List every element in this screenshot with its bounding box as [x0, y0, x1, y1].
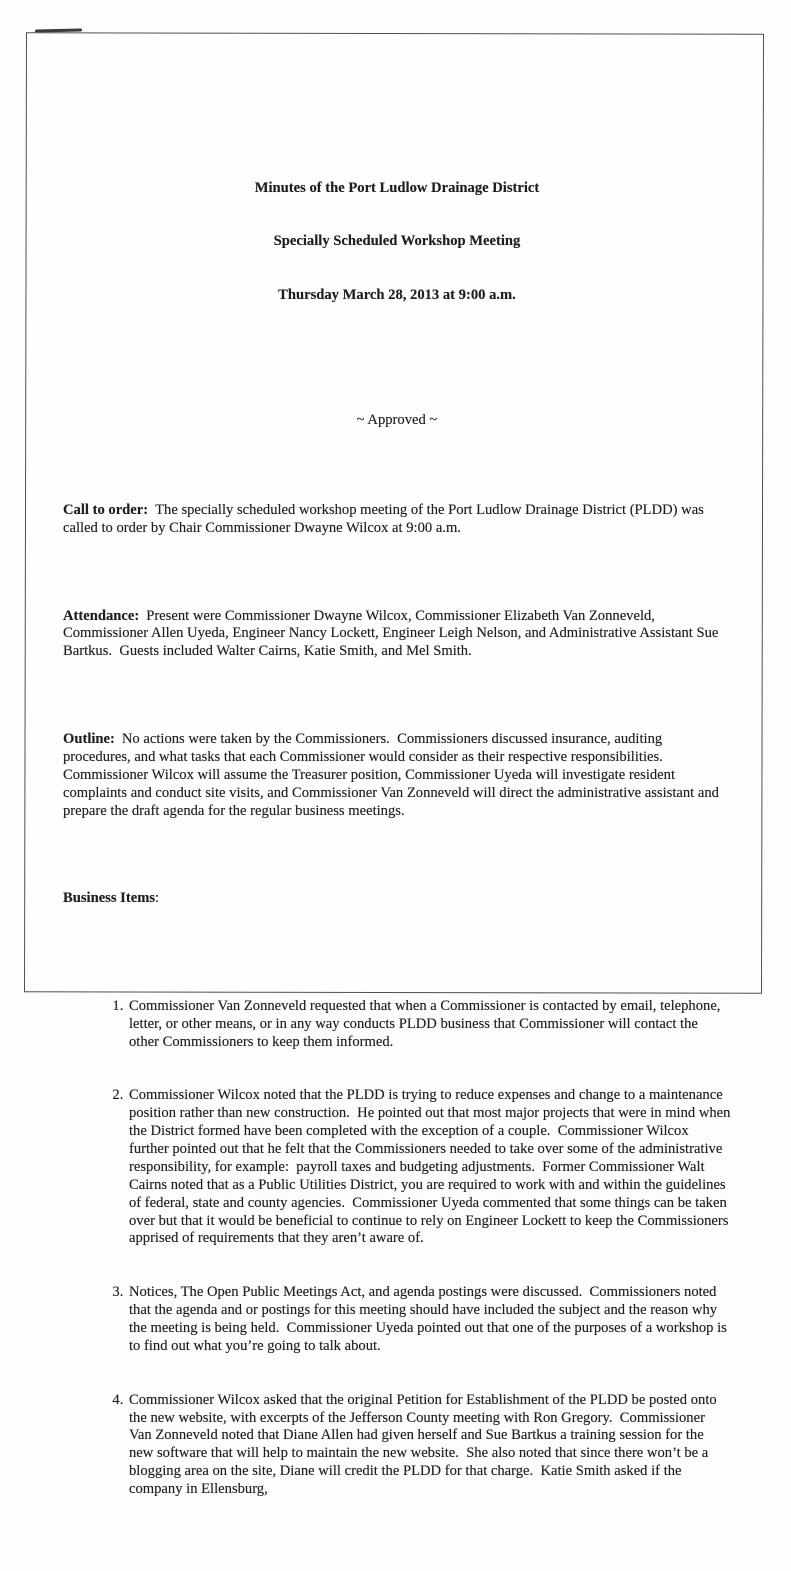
section-call-to-order-text: The specially scheduled workshop meeting of the Port Ludlow Drainage District (PLDD) was called to order by Chair Commissioner Dwayne Wilcox at 9:00 a.m. — [63, 502, 708, 536]
section-attendance-label: Attendance: — [63, 607, 140, 624]
business-items-list — [63, 962, 735, 1535]
section-outline-text: No actions were taken by the Commissioners. Commissioners discussed insurance, auditing procedures, and what tasks that each Commissioner would consider as their respective responsibilities. Commissioner Wilcox will assume the Treasurer position, Commissioner Uyeda will investigate resident complaints and conduct site visits, and Commissioner Van Zonneveld will direct the administrative assistant and prepare the draft agenda for the regular business meetings. — [63, 731, 723, 819]
document-content — [63, 90, 735, 1571]
document-title — [63, 144, 731, 341]
title-line-3: Thursday March 28, 2013 at 9:00 a.m. — [278, 286, 516, 303]
title-line-2: Specially Scheduled Workshop Meeting — [273, 233, 521, 250]
business-item-4: 4. Commissioner Wilcox asked that the original Petition for Establishment of the PLDD be posted onto the new website, with excerpts of the Jefferson County meeting with Ron Gregory. Commissioner Van Zonneveld noted that Diane Allen had given herself and Sue Bartkus a training session for the new software that will help to maintain the new website. She also noted that since there won’t be a blogging area on the site, Diane will credit the PLDD for that charge. Katie Smith asked if the company in Ellensburg, — [127, 1392, 731, 1499]
business-items-heading-colon: : — [155, 890, 160, 907]
title-line-1: Minutes of the Port Ludlow Drainage District — [254, 179, 540, 196]
business-items-heading — [63, 890, 731, 908]
section-attendance-text: Present were Commissioner Dwayne Wilcox, Commissioner Elizabeth Van Zonneveld, Commissioner Allen Uyeda, Engineer Nancy Lockett, Engineer Leigh Nelson, and Administrative Assistant Sue Bartkus. Guests included Walter Cairns, Katie Smith, and Mel Smith. — [63, 607, 723, 660]
business-items-heading-label: Business Items — [63, 890, 156, 907]
section-outline — [63, 731, 731, 821]
section-outline-label: Outline: — [63, 731, 115, 747]
section-call-to-order-label: Call to order: — [63, 502, 149, 519]
business-item-2: 2. Commissioner Wilcox noted that the PLDD is trying to reduce expenses and change to a maintenance position rather than new construction. He pointed out that most major projects that were in mind when the District formed have been completed with the exception of a couple. Commissioner Wilcox further pointed out that he felt that the Commissioners needed to take over some of the administrative responsibility, for example: payroll taxes and budgeting adjustments. Former Commissioner Walt Cairns noted that as a Public Utilities District, you are required to work with and within the guidelines of federal, state and county agencies. Commissioner Uyeda commented that some things can be taken over but that it would be beneficial to continue to rely on Engineer Lockett to keep the Commissioners apprised of requirements that they aren’t aware of. — [127, 1087, 731, 1248]
business-item-1: 1. Commissioner Van Zonneveld requested that when a Commissioner is contacted by email, telephone, letter, or other means, or in any way conducts PLDD business that Commissioner will contact the other Commissioners to keep them informed. — [127, 998, 731, 1052]
section-attendance — [63, 608, 731, 662]
business-item-3: 3. Notices, The Open Public Meetings Act, and agenda postings were discussed. Commissioners noted that the agenda and or postings for this meeting should have included the subject and the reason why the meeting is being held. Commissioner Uyeda pointed out that one of the purposes of a workshop is to find out what you’re going to talk about. — [127, 1284, 731, 1356]
approved-status: ~ Approved ~ — [356, 412, 438, 429]
section-call-to-order — [63, 502, 731, 538]
